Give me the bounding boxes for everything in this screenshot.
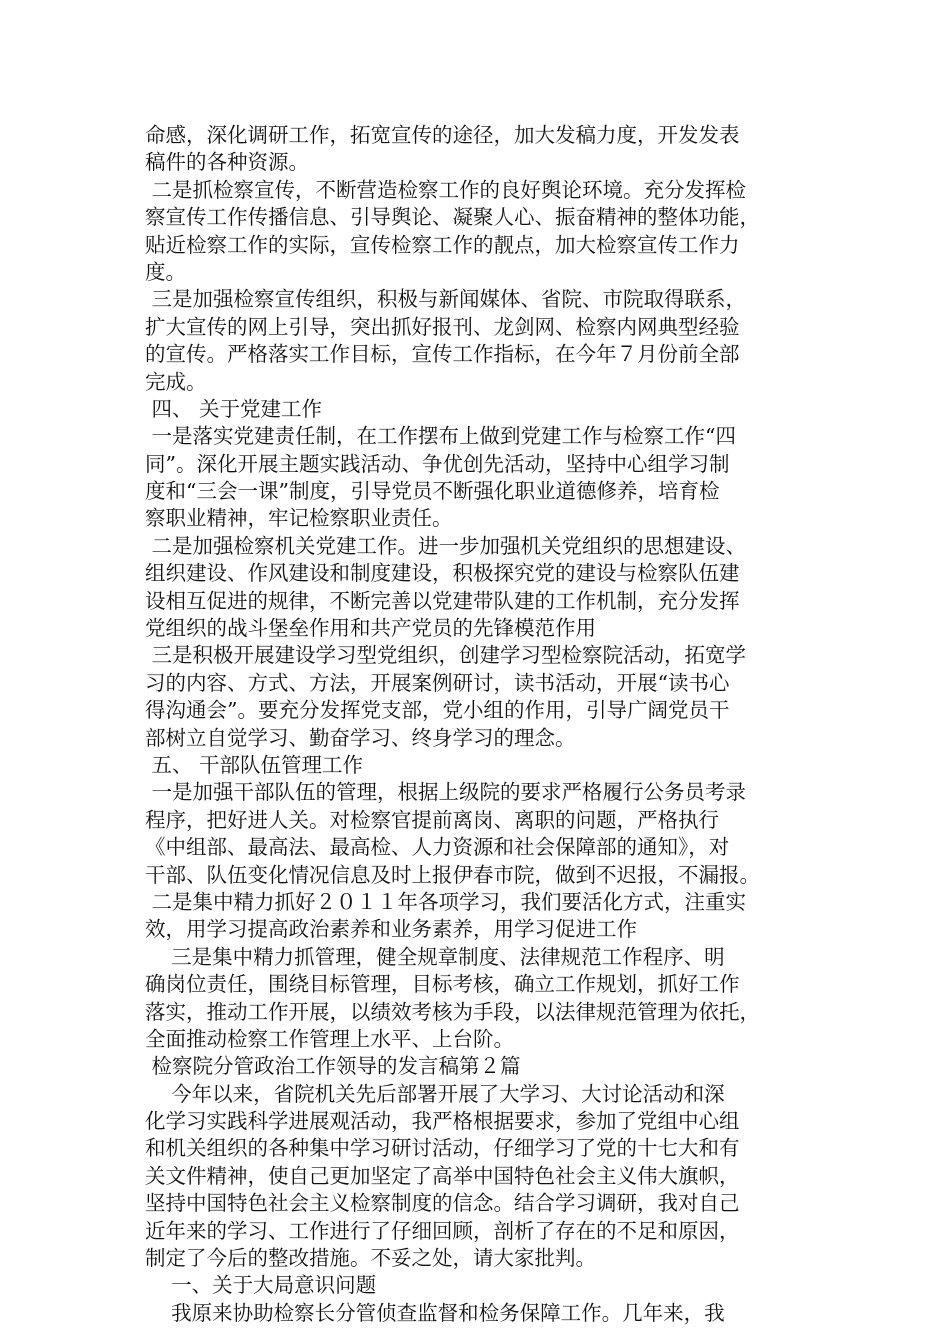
text-line: 贴近检察工作的实际，宣传检察工作的靓点，加大检察宣传工作力 xyxy=(145,232,740,257)
text-line: 度。 xyxy=(145,259,186,284)
text-line: 五、 干部队伍管理工作 xyxy=(145,752,364,777)
text-line: 同”。深化开展主题实践活动、争优创先活动，坚持中心组学习制 xyxy=(145,451,730,476)
text-line: 稿件的各种资源。 xyxy=(145,150,309,175)
text-line: 察宣传工作传播信息、引导舆论、凝聚人心、振奋精神的整体功能， xyxy=(145,205,760,230)
text-line: 得沟通会”。要充分发挥党支部，党小组的作用，引导广阔党员干 xyxy=(145,698,730,723)
text-line: 命感，深化调研工作，拓宽宣传的途径，加大发稿力度，开发发表 xyxy=(145,123,740,147)
text-line: 《中组部、最高法、最高检、人力资源和社会保障部的通知》，对 xyxy=(145,835,730,860)
text-line: 和机关组织的各种集中学习研讨活动，仔细学习了党的十七大和有 xyxy=(145,1136,740,1161)
text-line: 程序，把好进人关。对检察官提前离岗、离职的问题，严格执行 xyxy=(145,807,719,832)
text-line: 干部、队伍变化情况信息及时上报伊春市院，做到不迟报，不漏报。 xyxy=(145,862,760,887)
text-line: 化学习实践科学进展观活动，我严格根据要求，参加了党组中心组 xyxy=(145,1109,740,1134)
text-line: 度和“三会一课”制度，引导党员不断强化职业道德修养，培育检 xyxy=(145,479,720,504)
text-line: 扩大宣传的网上引导，突出抓好报刊、龙剑网、检察内网典型经验 xyxy=(145,314,740,339)
text-line: 设相互促进的规律，不断完善以党建带队建的工作机制，充分发挥 xyxy=(145,588,740,613)
text-line: 三是积极开展建设学习型党组织，创建学习型检察院活动，拓宽学 xyxy=(145,643,747,668)
document-body xyxy=(145,122,825,1327)
text-line: 近年来的学习、工作进行了仔细回顾，剖析了存在的不足和原因， xyxy=(145,1218,740,1243)
text-line: 坚持中国特色社会主义检察制度的信念。结合学习调研，我对自己 xyxy=(145,1191,740,1216)
text-line: 党组织的战斗堡垒作用和共产党员的先锋模范作用 xyxy=(145,616,596,641)
text-line: 落实，推动工作开展，以绩效考核为手段，以法律规范管理为依托， xyxy=(145,999,760,1024)
text-line: 我原来协助检察长分管侦查监督和检务保障工作。几年来，我 xyxy=(145,1300,725,1325)
text-line: 习的内容、方式、方法，开展案例研讨，读书活动，开展“读书心 xyxy=(145,670,730,695)
text-line: 确岗位责任，围绕目标管理，目标考核，确立工作规划，抓好工作 xyxy=(145,972,740,997)
text-line: 二是集中精力抓好２０１１年各项学习，我们要活化方式，注重实 xyxy=(145,889,747,914)
text-line: 今年以来，省院机关先后部署开展了大学习、大讨论活动和深 xyxy=(145,1081,725,1106)
text-line: 三是集中精力抓管理，健全规章制度、法律规范工作程序、明 xyxy=(145,944,725,969)
text-line: 全面推动检察工作管理上水平、上台阶。 xyxy=(145,1026,514,1051)
text-line: 一、关于大局意识问题 xyxy=(145,1273,377,1298)
text-line: 察职业精神，牢记检察职业责任。 xyxy=(145,506,453,531)
text-line: 完成。 xyxy=(145,369,207,394)
text-line: 一是加强干部队伍的管理，根据上级院的要求严格履行公务员考录 xyxy=(145,780,747,805)
text-line: 组织建设、作风建设和制度建设，积极探究党的建设与检察队伍建 xyxy=(145,561,740,586)
text-line: 检察院分管政治工作领导的发言稿第２篇 xyxy=(145,1054,521,1079)
text-line: 的宣传。严格落实工作目标，宣传工作指标，在今年７月份前全部 xyxy=(145,342,740,367)
text-line: 部树立自觉学习、勤奋学习、终身学习的理念。 xyxy=(145,725,576,750)
text-line: 二是加强检察机关党建工作。进一步加强机关党组织的思想建设、 xyxy=(145,533,747,558)
text-line: 四、 关于党建工作 xyxy=(145,396,323,421)
text-line: 制定了今后的整改措施。不妥之处，请大家批判。 xyxy=(145,1246,596,1271)
text-line: 效，用学习提高政治素养和业务素养，用学习促进工作 xyxy=(145,917,637,942)
text-line: 三是加强检察宣传组织，积极与新闻媒体、省院、市院取得联系， xyxy=(145,287,747,312)
text-line: 一是落实党建责任制，在工作摆布上做到党建工作与检察工作“四 xyxy=(145,424,736,449)
text-line: 关文件精神，使自己更加坚定了高举中国特色社会主义伟大旗帜， xyxy=(145,1163,740,1188)
text-line: 二是抓检察宣传，不断营造检察工作的良好舆论环境。充分发挥检 xyxy=(145,177,747,202)
